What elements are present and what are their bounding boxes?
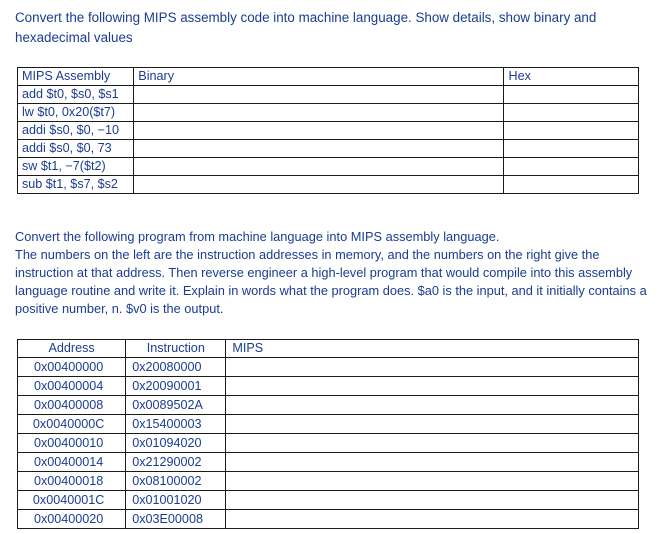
mips-cell[interactable] bbox=[226, 434, 639, 453]
instruction-cell: 0x08100002 bbox=[126, 472, 226, 491]
mips-cell[interactable] bbox=[226, 358, 639, 377]
binary-cell[interactable] bbox=[134, 122, 504, 140]
table-row bbox=[18, 122, 639, 140]
table-row bbox=[18, 377, 639, 396]
question-1-prompt: Convert the following MIPS assembly code into machine language. Show details, show binary and hexadecimal values bbox=[15, 10, 597, 45]
table-row bbox=[18, 491, 639, 510]
table-header-row bbox=[18, 340, 639, 358]
instruction-cell: 0x01094020 bbox=[126, 434, 226, 453]
binary-cell[interactable] bbox=[134, 158, 504, 176]
question-2-line-1: Convert the following program from machine language into MIPS assembly language. bbox=[15, 229, 500, 244]
table-row bbox=[18, 140, 639, 158]
header-instruction: Instruction bbox=[126, 340, 226, 358]
address-cell: 0x00400020 bbox=[18, 510, 126, 529]
table-row bbox=[18, 472, 639, 491]
binary-cell[interactable] bbox=[134, 104, 504, 122]
table-row bbox=[18, 453, 639, 472]
instruction-cell: 0x03E00008 bbox=[126, 510, 226, 529]
mips-cell[interactable] bbox=[226, 415, 639, 434]
table-row bbox=[18, 104, 639, 122]
table-row bbox=[18, 415, 639, 434]
table-row bbox=[18, 176, 639, 194]
instruction-cell: 0x15400003 bbox=[126, 415, 226, 434]
machine-to-mips-table bbox=[17, 339, 639, 529]
instruction-cell: 0x01001020 bbox=[126, 491, 226, 510]
hex-cell[interactable] bbox=[504, 158, 639, 176]
binary-cell[interactable] bbox=[134, 176, 504, 194]
mips-to-machine-table bbox=[17, 67, 639, 194]
assembly-cell: sub $t1, $s7, $s2 bbox=[18, 176, 134, 194]
table-row bbox=[18, 358, 639, 377]
table-row bbox=[18, 396, 639, 415]
hex-cell[interactable] bbox=[504, 104, 639, 122]
hex-cell[interactable] bbox=[504, 140, 639, 158]
hex-cell[interactable] bbox=[504, 176, 639, 194]
assembly-cell: add $t0, $s0, $s1 bbox=[18, 86, 134, 104]
header-binary: Binary bbox=[134, 68, 504, 86]
instruction-cell: 0x20090001 bbox=[126, 377, 226, 396]
table-header-row bbox=[18, 68, 639, 86]
table-row bbox=[18, 158, 639, 176]
address-cell: 0x00400010 bbox=[18, 434, 126, 453]
binary-cell[interactable] bbox=[134, 86, 504, 104]
binary-cell[interactable] bbox=[134, 140, 504, 158]
address-cell: 0x0040000C bbox=[18, 415, 126, 434]
mips-cell[interactable] bbox=[226, 396, 639, 415]
header-address: Address bbox=[18, 340, 126, 358]
header-mips-assembly: MIPS Assembly bbox=[18, 68, 134, 86]
table-row bbox=[18, 434, 639, 453]
header-mips: MIPS bbox=[226, 340, 639, 358]
mips-cell[interactable] bbox=[226, 377, 639, 396]
header-hex: Hex bbox=[504, 68, 639, 86]
mips-cell[interactable] bbox=[226, 453, 639, 472]
address-cell: 0x00400014 bbox=[18, 453, 126, 472]
address-cell: 0x00400018 bbox=[18, 472, 126, 491]
table-row bbox=[18, 86, 639, 104]
instruction-cell: 0x21290002 bbox=[126, 453, 226, 472]
mips-cell[interactable] bbox=[226, 491, 639, 510]
instruction-cell: 0x0089502A bbox=[126, 396, 226, 415]
assembly-cell: addi $s0, $0, −10 bbox=[18, 122, 134, 140]
question-2-body: The numbers on the left are the instruction addresses in memory, and the numbers on the right give the instruction at that address. Then reverse engineer a high-level program that would compile into this assembly language routine and write it. Explain in words what the program does. $a0 is the input, and it initially contains a positive number, n. $v0 is the output. bbox=[15, 247, 647, 316]
address-cell: 0x00400000 bbox=[18, 358, 126, 377]
address-cell: 0x00400008 bbox=[18, 396, 126, 415]
address-cell: 0x00400004 bbox=[18, 377, 126, 396]
hex-cell[interactable] bbox=[504, 86, 639, 104]
question-2-prompt bbox=[15, 228, 647, 318]
hex-cell[interactable] bbox=[504, 122, 639, 140]
mips-cell[interactable] bbox=[226, 472, 639, 491]
assembly-cell: addi $s0, $0, 73 bbox=[18, 140, 134, 158]
address-cell: 0x0040001C bbox=[18, 491, 126, 510]
assembly-cell: lw $t0, 0x20($t7) bbox=[18, 104, 134, 122]
table-row bbox=[18, 510, 639, 529]
instruction-cell: 0x20080000 bbox=[126, 358, 226, 377]
assembly-cell: sw $t1, −7($t2) bbox=[18, 158, 134, 176]
mips-cell[interactable] bbox=[226, 510, 639, 529]
